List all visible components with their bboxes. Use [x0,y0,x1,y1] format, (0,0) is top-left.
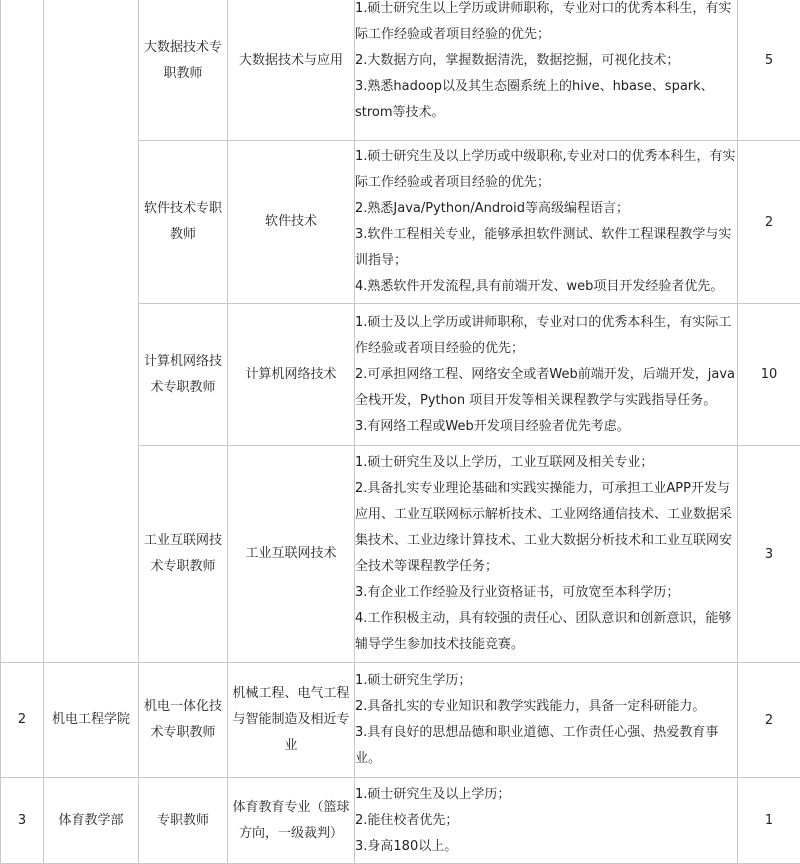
requirements-cell [355,304,738,446]
table-row [1,663,800,778]
requirements-cell [355,663,738,778]
requirement-line: 1.硕士研究生及以上学历； [355,782,737,808]
index-cell: 3 [1,778,44,864]
major-cell: 工业互联网技术 [228,446,355,663]
requirements-cell [355,0,738,141]
department-cell: 体育教学部 [44,778,139,864]
department-cell [44,0,139,663]
headcount-cell: 5 [738,0,800,141]
requirement-line: 1.硕士研究生学历； [355,668,737,694]
headcount-cell: 1 [738,778,800,864]
requirement-line: 2.大数据方向，掌握数据清洗，数据挖掘，可视化技术； [355,48,737,74]
requirement-line: 2.具备扎实的专业知识和教学实践能力，具备一定科研能力。 [355,694,737,720]
requirement-line: 2.能住校者优先； [355,808,737,834]
requirement-line: 1.硕士研究生及以上学历或中级职称,专业对口的优秀本科生，有实际工作经验或者项目经验的优先； [355,144,737,196]
index-cell: 2 [1,663,44,778]
position-cell: 计算机网络技术专职教师 [139,304,228,446]
requirement-line: 4.工作积极主动，具有较强的责任心、团队意识和创新意识，能够辅导学生参加技术技能竞赛。 [355,606,737,658]
requirement-line: 3.身高180以上。 [355,834,737,860]
headcount-cell: 2 [738,663,800,778]
requirement-line: 3.有企业工作经验及行业资格证书，可放宽至本科学历； [355,580,737,606]
major-cell: 软件技术 [228,141,355,304]
requirement-line: 4.熟悉软件开发流程,具有前端开发、web项目开发经验者优先。 [355,274,737,300]
major-cell: 机械工程、电气工程与智能制造及相近专业 [228,663,355,778]
requirement-line: 1.硕士研究生以上学历或讲师职称，专业对口的优秀本科生，有实际工作经验或者项目经验的优先； [355,0,737,48]
headcount-cell: 10 [738,304,800,446]
requirements-cell [355,446,738,663]
requirement-line: 3.软件工程相关专业，能够承担软件测试、软件工程课程教学与实训指导； [355,222,737,274]
position-cell: 工业互联网技术专职教师 [139,446,228,663]
requirements-cell [355,141,738,304]
major-cell: 体育教育专业（篮球方向，一级裁判） [228,778,355,864]
headcount-cell: 3 [738,446,800,663]
position-cell: 大数据技术专职教师 [139,0,228,141]
headcount-cell: 2 [738,141,800,304]
position-cell: 专职教师 [139,778,228,864]
requirement-line: 3.熟悉hadoop以及其生态圈系统上的hive、hbase、spark、strom等技术。 [355,74,737,126]
requirement-line: 2.熟悉Java/Python/Android等高级编程语言； [355,196,737,222]
position-cell: 软件技术专职教师 [139,141,228,304]
table-row [1,778,800,864]
requirement-line: 3.有网络工程或Web开发项目经验者优先考虑。 [355,414,737,440]
position-cell: 机电一体化技术专职教师 [139,663,228,778]
requirement-line: 1.硕士及以上学历或讲师职称，专业对口的优秀本科生，有实际工作经验或者项目经验的优先； [355,310,737,362]
table-row [1,0,800,141]
requirement-line: 2.具备扎实专业理论基础和实践实操能力，可承担工业APP开发与应用、工业互联网标示解析技术、工业网络通信技术、工业数据采集技术、工业边缘计算技术、工业大数据分析技术和工业互联网安全技术等课程教学任务； [355,476,737,580]
major-cell: 大数据技术与应用 [228,0,355,141]
index-cell [1,0,44,663]
requirement-line: 1.硕士研究生及以上学历，工业互联网及相关专业； [355,450,737,476]
requirement-line: 3.具有良好的思想品德和职业道德、工作责任心强、热爱教育事业。 [355,720,737,772]
requirements-cell [355,778,738,864]
requirement-line: 2.可承担网络工程、网络安全或者Web前端开发，后端开发，java全栈开发，Python 项目开发等相关课程教学与实践指导任务。 [355,362,737,414]
department-cell: 机电工程学院 [44,663,139,778]
major-cell: 计算机网络技术 [228,304,355,446]
